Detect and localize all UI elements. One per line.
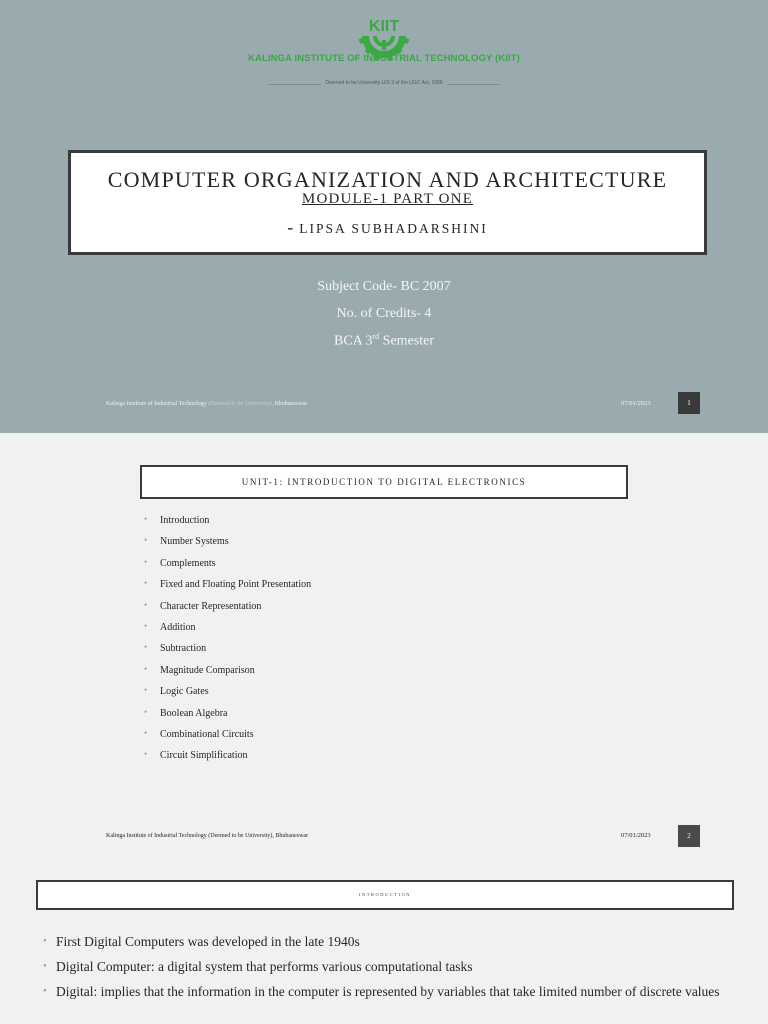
list-item: • Combinational Circuits bbox=[143, 729, 311, 750]
unit-slide bbox=[0, 433, 768, 870]
semester-suffix: Semester bbox=[379, 333, 434, 349]
author-line bbox=[71, 217, 704, 238]
intro-heading: INTRODUCTION bbox=[36, 880, 734, 910]
slide1-footer bbox=[106, 401, 307, 407]
semester-prefix: BCA 3 bbox=[333, 333, 373, 349]
list-item: • Magnitude Comparison bbox=[143, 665, 311, 686]
list-item: • Digital: implies that the information in the computer is represented by variables that take limited number of discrete values bbox=[43, 983, 743, 1000]
list-item: • Introduction bbox=[143, 515, 311, 536]
institute-tagline: Deemed to be University U/S 3 of the UGC Act, 1956 bbox=[321, 80, 446, 86]
list-item: • Circuit Simplification bbox=[143, 750, 311, 771]
title-slide bbox=[0, 0, 768, 433]
module-title: MODULE-1 PART ONE bbox=[301, 191, 474, 207]
credits: No. of Credits- 4 bbox=[336, 306, 432, 321]
logo-mark-text: KIIT bbox=[368, 18, 400, 35]
slide1-page-number: 1 bbox=[678, 392, 700, 414]
slide2-date: 07/01/2023 bbox=[621, 832, 651, 839]
course-title: COMPUTER ORGANIZATION AND ARCHITECTURE bbox=[107, 167, 668, 192]
list-item: • Fixed and Floating Point Presentation bbox=[143, 579, 311, 600]
slide2-page-number: 2 bbox=[678, 825, 700, 847]
list-item: • Digital Computer: a digital system that performs various computational tasks bbox=[43, 958, 743, 975]
list-item: • Character Representation bbox=[143, 601, 311, 622]
list-item: • Addition bbox=[143, 622, 311, 643]
list-item: • Number Systems bbox=[143, 536, 311, 557]
unit-heading: UNIT-1: INTRODUCTION TO DIGITAL ELECTRONICS bbox=[140, 465, 628, 499]
intro-points bbox=[43, 933, 743, 1008]
semester bbox=[0, 332, 768, 350]
list-item: • First Digital Computers was developed in the late 1940s bbox=[43, 933, 743, 950]
list-item: • Logic Gates bbox=[143, 686, 311, 707]
footer-institute: Kalinga Institute of Industrial Technology bbox=[106, 401, 207, 407]
subject-code: Subject Code- BC 2007 bbox=[317, 279, 451, 294]
footer-deemed: (Deemed to be University), bbox=[208, 401, 274, 407]
list-item: • Subtraction bbox=[143, 643, 311, 664]
slide2-footer: Kalinga Institute of Industrial Technology (Deemed to be University), Bhubaneswar bbox=[106, 833, 309, 839]
footer-city: Bhubaneswar bbox=[274, 401, 308, 407]
list-item: • Boolean Algebra bbox=[143, 708, 311, 729]
title-box bbox=[68, 150, 707, 255]
semester-sup: rd bbox=[372, 332, 380, 341]
topic-list bbox=[143, 515, 311, 772]
author-name: LIPSA SUBHADARSHINI bbox=[299, 221, 488, 236]
author-dash: - bbox=[287, 217, 294, 237]
list-item: • Complements bbox=[143, 558, 311, 579]
introduction-slide bbox=[0, 870, 768, 1024]
slide1-date: 07/01/2023 bbox=[621, 400, 651, 407]
institute-name: KALINGA INSTITUTE OF INDUSTRIAL TECHNOLOGY (KIIT) bbox=[248, 53, 520, 64]
